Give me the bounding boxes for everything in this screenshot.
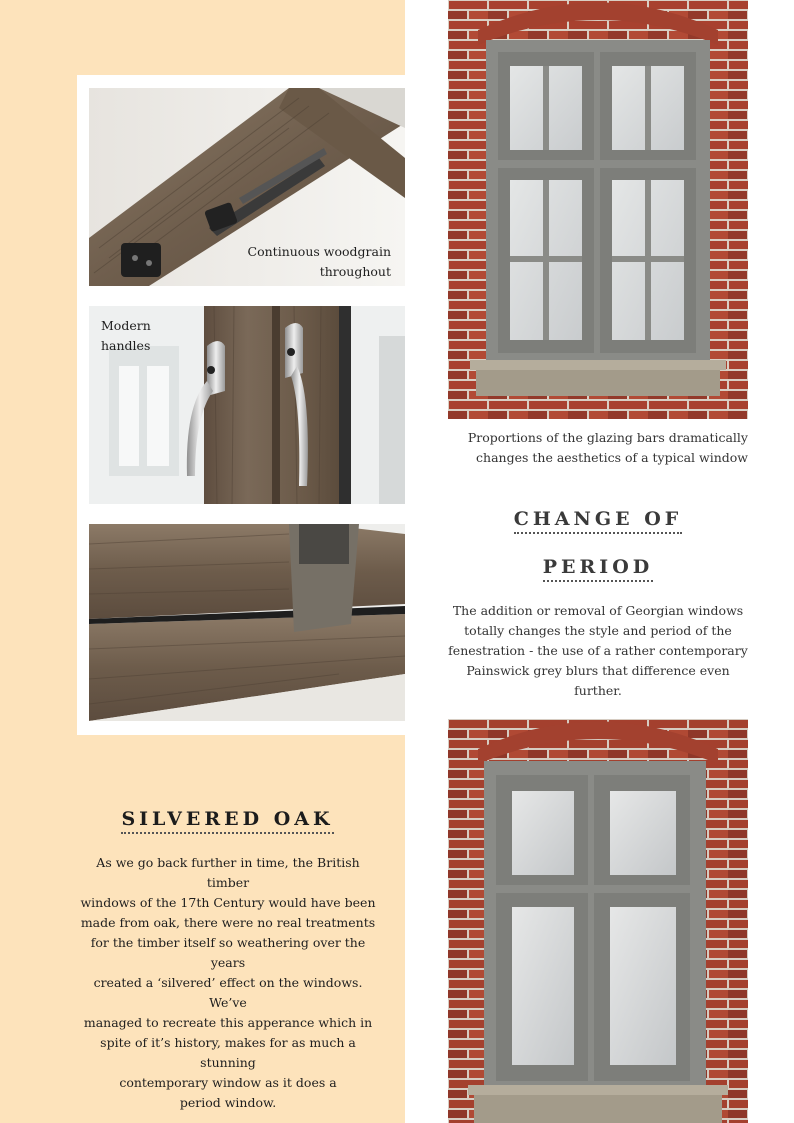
silver-text-line9: period window. <box>179 1095 277 1110</box>
change-of-heading-text: CHANGE OF <box>514 508 683 534</box>
silver-text-line2: windows of the 17th Century would have been <box>80 895 376 910</box>
change-text-line4: Painswick grey blurs that difference even further. <box>466 663 730 698</box>
silver-text-line1: As we go back further in time, the British timber <box>96 855 360 890</box>
silver-text-line3: made from oak, there were no real treatments <box>80 915 376 930</box>
glazing-bars-caption <box>448 428 748 468</box>
change-text-line1: The addition or removal of Georgian windows <box>452 603 744 618</box>
glazing-caption-line2: changes the aesthetics of a typical window <box>476 450 748 465</box>
change-of-heading <box>448 508 748 534</box>
georgian-window-photo <box>448 0 748 419</box>
silvered-oak-heading-text: SILVERED OAK <box>121 808 333 834</box>
woodgrain-profile-photo <box>89 524 405 721</box>
woodgrain-hinge-photo <box>89 88 405 286</box>
silvered-oak-text <box>76 853 380 1113</box>
silver-text-line7: spite of it’s history, makes for as much a stunning <box>100 1035 356 1070</box>
period-heading <box>448 556 748 582</box>
change-text-line3: fenestration - the use of a rather contemporary <box>448 643 748 658</box>
silvered-oak-heading <box>0 808 455 834</box>
silver-text-line6: managed to recreate this apperance which in <box>83 1015 373 1030</box>
change-of-period-text <box>445 601 751 701</box>
handles-caption-line2: handles <box>101 338 151 353</box>
woodgrain-caption-line1: Continuous woodgrain <box>247 244 391 259</box>
detail-photo-card <box>77 75 405 735</box>
silver-text-line8: contemporary window as it does a <box>119 1075 337 1090</box>
silver-text-line4: for the timber itself so weathering over the years <box>90 935 366 970</box>
modern-handles-photo <box>89 306 405 504</box>
woodgrain-caption-line2: throughout <box>319 264 391 279</box>
silver-text-line5: created a ‘silvered’ effect on the windows. We’ve <box>93 975 363 1010</box>
handles-caption-line1: Modern <box>101 318 151 333</box>
woodgrain-caption <box>248 242 391 282</box>
glazing-caption-line1: Proportions of the glazing bars dramatically <box>467 430 748 445</box>
casement-window-photo <box>448 719 748 1123</box>
change-text-line2: totally changes the style and period of the <box>464 623 732 638</box>
handles-caption <box>101 316 151 356</box>
period-heading-text: PERIOD <box>543 556 653 582</box>
